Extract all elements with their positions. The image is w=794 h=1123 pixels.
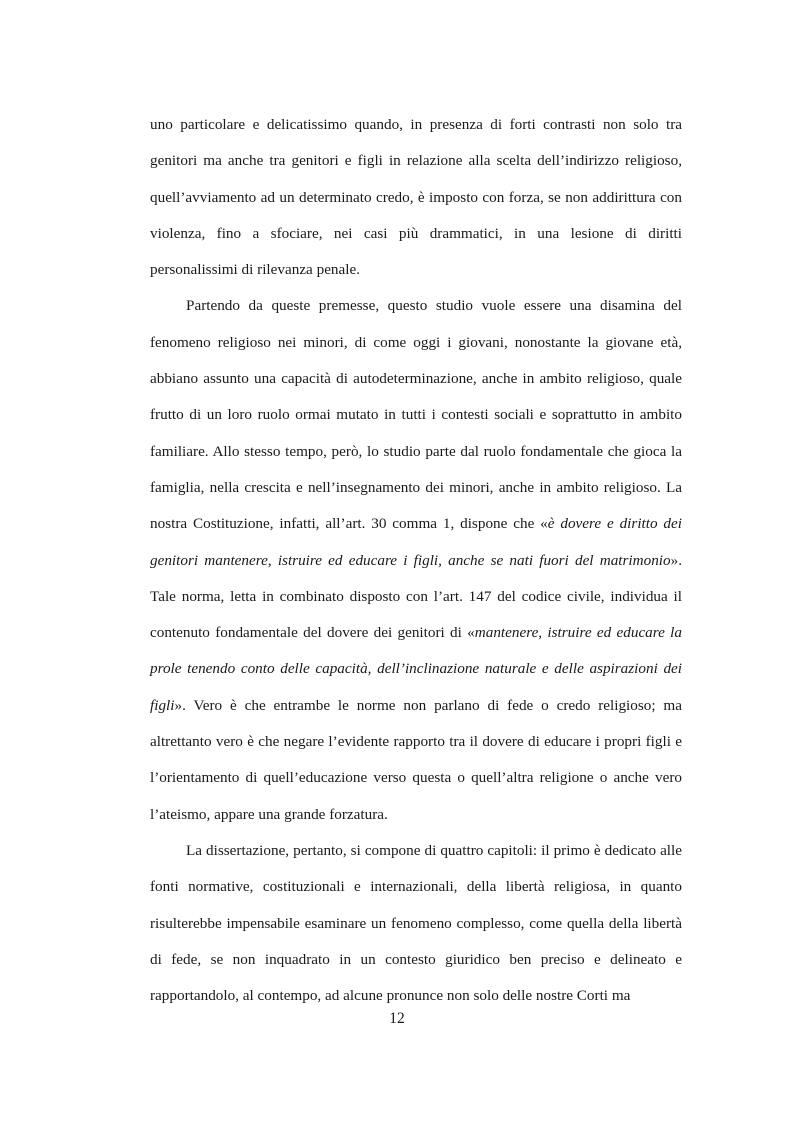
paragraph-2 [150,288,682,832]
page-number: 12 [389,1010,405,1027]
civil-code-quote: mantenere, istruire ed educare la prole tenendo conto delle capacità, dell’inclinazione naturale e delle aspirazioni dei figli [150,624,682,714]
paragraph-3 [150,833,682,1014]
text-segment: ». Tale norma, letta in combinato disposto con l’art. 147 del codice civile, individua il contenuto fondamentale del dovere dei genitori di « [150,551,682,642]
text-segment: ». Vero è che entrambe le norme non parlano di fede o credo religioso; ma altrettanto vero è che negare l’evidente rapporto tra il dovere di educare i propri figli e l’orientamento di quell’educazione verso questa o quell’altra religione o anche vero l’ateismo, appare una grande forzatura. [150,696,682,823]
text-segment: Partendo da queste premesse, questo studio vuole essere una disamina del fenomeno religioso nei minori, di come oggi i giovani, nonostante la giovane età, abbiano assunto una capacità di autodeterminazione, anche in ambito religioso, quale frutto di un loro ruolo ormai mutato in tutti i contesti sociali e soprattutto in ambito familiare. Allo stesso tempo, però, lo studio parte dal ruolo fondamentale che gioca la famiglia, nella crescita e nell’insegnamento dei minori, anche in ambito religioso. La nostra Costituzione, infatti, all’art. 30 comma 1, dispone che « [150,297,682,533]
text-segment: La dissertazione, pertanto, si compone di quattro capitoli: il primo è dedicato alle fonti normative, costituzionali e internazionali, della libertà religiosa, in quanto risulterebbe impensabile esaminare un fenomeno complesso, come quella della libertà di fede, se non inquadrato in un contesto giuridico ben preciso e delineato e rapportandolo, al contempo, ad alcune pronunce non solo delle nostre Corti ma [150,841,682,1005]
body-text [150,107,682,1014]
text-segment: uno particolare e delicatissimo quando, in presenza di forti contrasti non solo tra genitori ma anche tra genitori e figli in relazione alla scelta dell’indirizzo religioso, quell’avviamento ad un determinato credo, è imposto con forza, se non addirittura con violenza, fino a sfociare, nei casi più drammatici, in una lesione di diritti personalissimi di rilevanza penale. [150,116,682,279]
constitution-quote: è dovere e diritto dei genitori mantenere, istruire ed educare i figli, anche se nati fuori del matrimonio [150,515,682,569]
paragraph-1 [150,107,682,288]
